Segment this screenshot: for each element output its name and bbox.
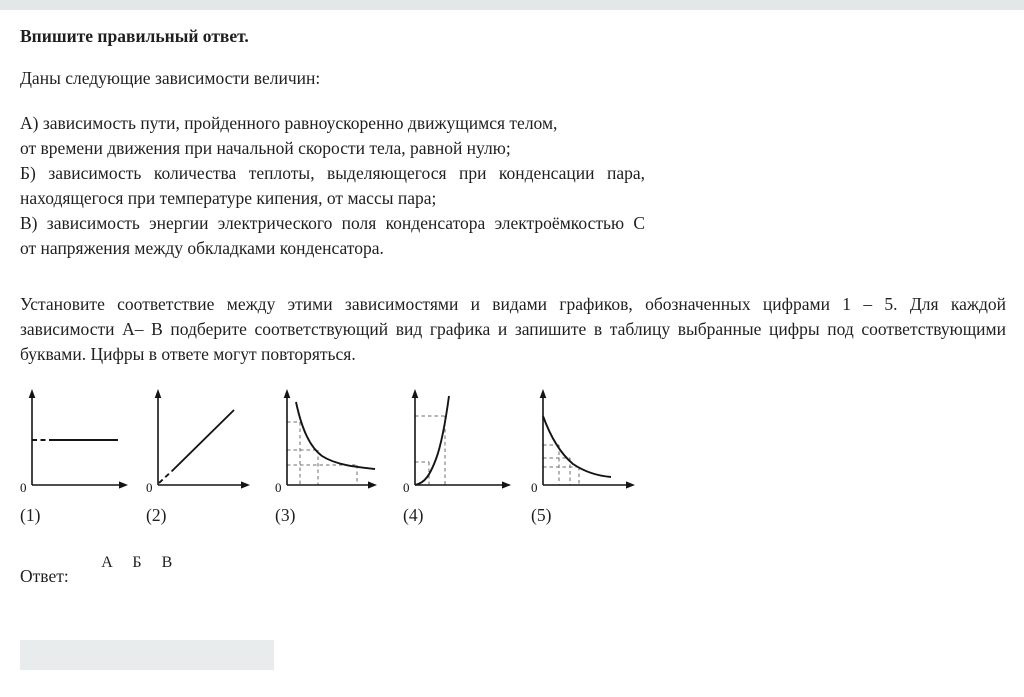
intro-text: Даны следующие зависимости величин:	[20, 68, 321, 88]
task-paragraph	[20, 292, 1006, 367]
graph-3-plot	[271, 388, 395, 494]
x-axis-arrow-icon	[502, 481, 511, 488]
graph-5	[527, 388, 651, 526]
task-line-3: буквами. Цифры в ответе могут повторяться.	[20, 344, 356, 364]
curve-linear	[172, 410, 234, 471]
dependency-v-line-2: от напряжения между обкладками конденсатора.	[20, 238, 384, 258]
dependency-a-line-2: от времени движения при начальной скорости тела, равной нулю;	[20, 138, 511, 158]
graph-2-plot	[142, 388, 266, 494]
curve-exp-decay	[543, 416, 611, 477]
curve-inverse	[296, 402, 375, 469]
answer-table-header	[92, 554, 182, 572]
answer-input[interactable]	[20, 640, 274, 670]
dependency-b-line-1: Б) зависимость количества теплоты, выделяющегося при конденсации пара,	[20, 163, 645, 183]
graph-5-caption: (5)	[531, 505, 552, 525]
origin-label: 0	[275, 480, 282, 494]
dependency-b-line-2: находящегося при температуре кипения, от массы пара;	[20, 188, 437, 208]
dependency-a-line-1: А) зависимость пути, пройденного равноускоренно движущимся телом,	[20, 113, 558, 133]
graphs-row	[0, 388, 1024, 528]
answer-col-v: В	[161, 554, 173, 571]
curve-linear	[159, 471, 172, 483]
x-axis-arrow-icon	[368, 481, 377, 488]
origin-label: 0	[20, 480, 27, 494]
origin-label: 0	[403, 480, 410, 494]
graph-4-caption: (4)	[403, 505, 424, 525]
answer-col-b: Б	[132, 554, 142, 571]
y-axis-arrow-icon	[412, 389, 419, 398]
graph-4-plot	[399, 388, 523, 494]
y-axis-arrow-icon	[284, 389, 291, 398]
graph-1-caption: (1)	[20, 505, 41, 525]
curve-parabola	[415, 396, 449, 485]
x-axis-arrow-icon	[626, 481, 635, 488]
graph-1	[16, 388, 140, 526]
y-axis-arrow-icon	[540, 389, 547, 398]
graph-2-caption: (2)	[146, 505, 167, 525]
origin-label: 0	[146, 480, 153, 494]
graph-2	[142, 388, 266, 526]
graph-3	[271, 388, 395, 526]
dependencies-list	[20, 111, 645, 261]
page-title: Впишите правильный ответ.	[20, 26, 249, 46]
x-axis-arrow-icon	[241, 481, 250, 488]
graph-1-plot	[16, 388, 140, 494]
y-axis-arrow-icon	[155, 389, 162, 398]
answer-col-a: А	[101, 554, 113, 571]
graph-4	[399, 388, 523, 526]
graph-5-plot	[527, 388, 651, 494]
top-bar	[0, 0, 1024, 10]
origin-label: 0	[531, 480, 538, 494]
task-line-2: зависимости А– В подберите соответствующий вид графика и запишите в таблицу выбранные цифры под соответствующими	[20, 319, 1006, 339]
dependency-v-line-1: В) зависимость энергии электрического поля конденсатора электроёмкостью С	[20, 213, 645, 233]
y-axis-arrow-icon	[29, 389, 36, 398]
x-axis-arrow-icon	[119, 481, 128, 488]
task-line-1: Установите соответствие между этими зависимостями и видами графиков, обозначенных цифрами 1 – 5. Для каждой	[20, 294, 1006, 314]
graph-3-caption: (3)	[275, 505, 296, 525]
answer-label: Ответ:	[20, 566, 69, 586]
